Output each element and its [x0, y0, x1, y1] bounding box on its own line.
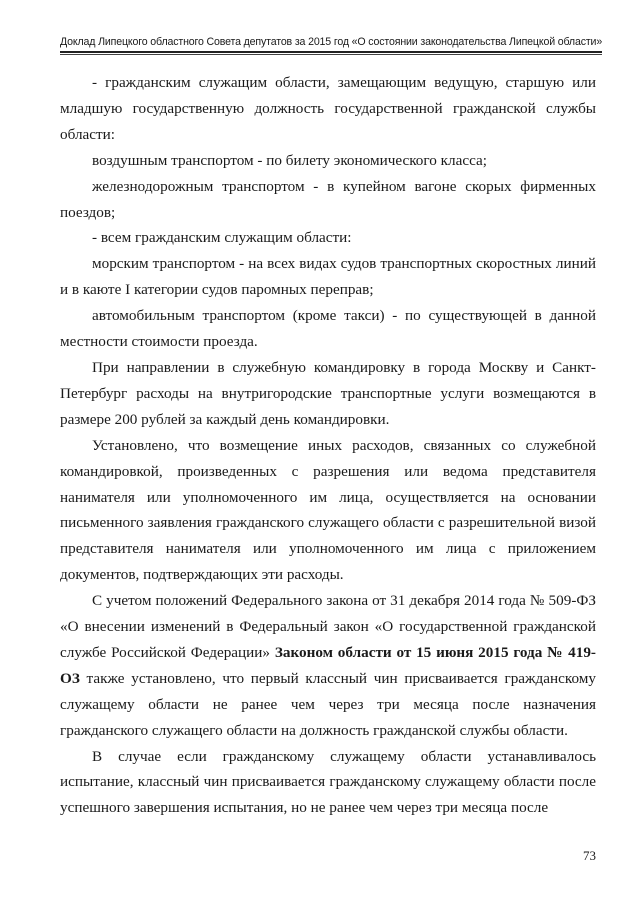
paragraph: В случае если гражданскому служащему области устанавливалось испытание, классный чин присваивается гражданскому служащему области после успешного завершения испытания, но не ранее чем через три месяца после [60, 747, 596, 817]
header-title: Доклад Липецкого областного Совета депутатов за 2015 год «О состоянии законодательства Липецкой области» [60, 36, 603, 48]
paragraph: Установлено, что возмещение иных расходов, связанных со служебной командировкой, произведенных с разрешения или ведома представителя нанимателя или уполномоченного им лица, осуществляется на основании письменного заявления гражданского служащего области с разрешительной визой представителя нанимателя или уполномоченного им лица с приложением документов, подтверждающих эти расходы. [60, 436, 596, 584]
law-paragraph-start: С учетом положений Федерального закона от 31 декабря 2014 года № 509-ФЗ «О внесении изменений в Федеральный закон «О государственной гражданской службе Российской Федерации» [60, 592, 596, 661]
header-rule-thin [60, 54, 602, 55]
paragraph: воздушным транспортом - по билету экономического класса; [92, 151, 487, 169]
law-paragraph-end: также установлено, что первый классный чин присваивается гражданскому служащему области не ранее чем через три месяца после назначения гражданского служащего области на должность гражданской службы области. [60, 669, 596, 739]
paragraph: - всем гражданским служащим области: [92, 229, 352, 247]
law-reference: Законом области от 15 июня 2015 года № 419-ОЗ [60, 643, 596, 687]
paragraph: морским транспортом - на всех видах судов транспортных скоростных линий и в каюте I категории судов паромных переправ; [60, 255, 596, 299]
paragraph: автомобильным транспортом (кроме такси) - по существующей в данной местности стоимости проезда. [60, 307, 596, 351]
paragraph: железнодорожным транспортом - в купейном вагоне скорых фирменных поездов; [60, 177, 596, 221]
paragraph: При направлении в служебную командировку в города Москву и Санкт-Петербург расходы на внутригородские транспортные услуги возмещаются в размере 200 рублей за каждый день командировки. [60, 358, 596, 428]
document-body [60, 70, 596, 821]
paragraph: - гражданским служащим области, замещающим ведущую, старшую или младшую государственную должность государственной гражданской службы области: [60, 74, 596, 143]
header-rule [60, 51, 602, 53]
law-paragraph [60, 588, 596, 743]
running-header [60, 36, 602, 55]
page-number: 73 [583, 848, 596, 863]
